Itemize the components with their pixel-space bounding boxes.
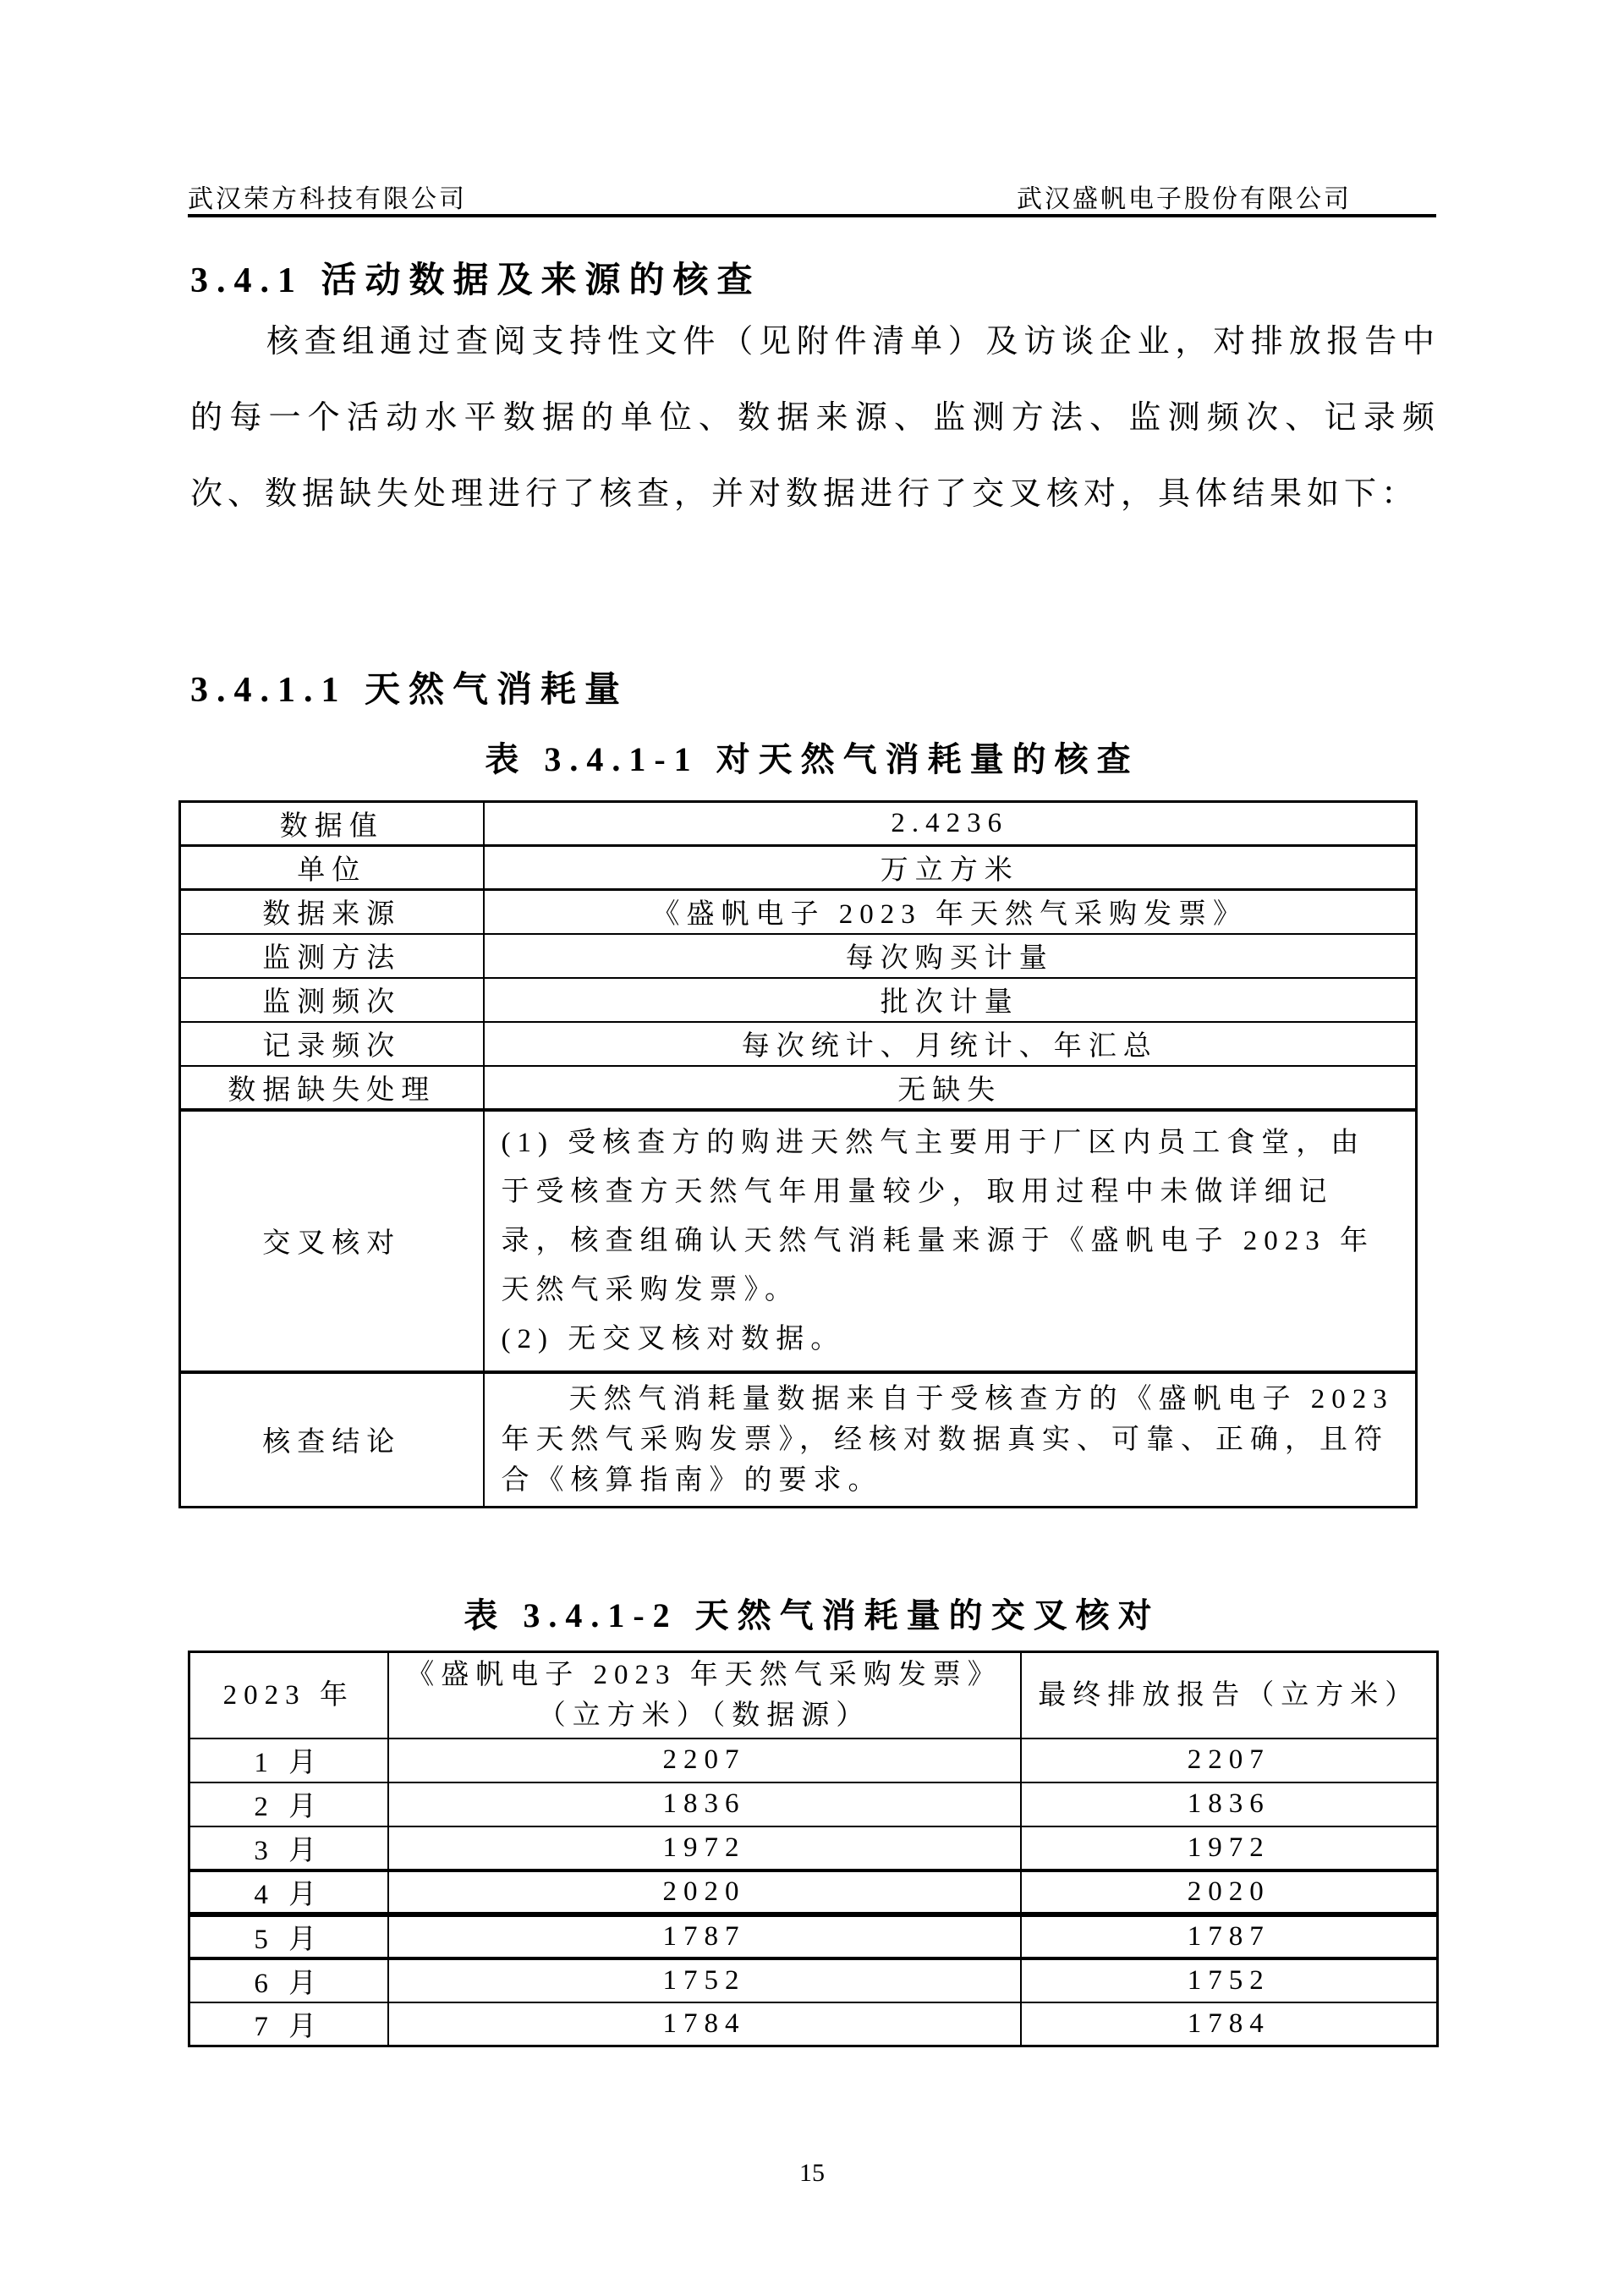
- month-cell: 4 月: [189, 1870, 388, 1914]
- table2-title: 表 3.4.1-2 天然气消耗量的交叉核对: [464, 1596, 1160, 1634]
- row-value: 《盛帆电子 2023 年天然气采购发票》: [484, 890, 1417, 934]
- row-label: 单位: [180, 846, 484, 890]
- table-row: [180, 1110, 1417, 1372]
- table-row: [180, 1022, 1417, 1066]
- row-label: 记录频次: [180, 1022, 484, 1066]
- row-value: 每次购买计量: [484, 934, 1417, 978]
- section-heading: 3.4.1 活动数据及来源的核查: [190, 261, 761, 300]
- table-row: [189, 1782, 1438, 1826]
- conclusion-text: 天然气消耗量数据来自于受核查方的《盛帆电子 2023 年天然气采购发票》，经核对数据真实、可靠、正确，且符合《核算指南》的要求。: [501, 1383, 1394, 1496]
- report-value-cell: 2020: [1021, 1870, 1438, 1914]
- row-label: 数据值: [180, 802, 484, 846]
- verified-company-name: 武汉盛帆电子股份有限公司: [1017, 185, 1352, 213]
- page-number: 15: [799, 2159, 825, 2187]
- report-value-cell: 1836: [1021, 1782, 1438, 1826]
- invoice-value-cell: 1752: [388, 1958, 1021, 2002]
- table-row: [189, 1826, 1438, 1870]
- table-row: [180, 1372, 1417, 1508]
- report-value-cell: 1972: [1021, 1826, 1438, 1870]
- table-row: [180, 978, 1417, 1022]
- report-value-cell: 1787: [1021, 1914, 1438, 1958]
- table-row: [189, 1914, 1438, 1958]
- month-cell: 5 月: [189, 1914, 388, 1958]
- row-label: 监测方法: [180, 934, 484, 978]
- month-cell: 1 月: [189, 1738, 388, 1782]
- row-value: 每次统计、月统计、年汇总: [484, 1022, 1417, 1066]
- table1-title: 表 3.4.1-1 对天然气消耗量的核查: [485, 740, 1139, 778]
- row-value: [484, 1372, 1417, 1508]
- natural-gas-verification-table: [178, 800, 1418, 1508]
- row-value: 批次计量: [484, 978, 1417, 1022]
- invoice-value-cell: 1784: [388, 2002, 1021, 2046]
- header-divider: [188, 214, 1436, 217]
- month-cell: 2 月: [189, 1782, 388, 1826]
- month-cell: 7 月: [189, 2002, 388, 2046]
- invoice-value-cell: 1836: [388, 1782, 1021, 1826]
- invoice-value-cell: 2207: [388, 1738, 1021, 1782]
- body-paragraph: 核查组通过查阅支持性文件（见附件清单）及访谈企业，对排放报告中的每一个活动水平数据的单位、数据来源、监测方法、监测频次、记录频次、数据缺失处理进行了核查，并对数据进行了交叉核对，具体结果如下：: [190, 324, 1440, 512]
- crosscheck-table: [188, 1651, 1439, 2047]
- report-value-cell: 2207: [1021, 1738, 1438, 1782]
- column-header-year: 2023 年: [189, 1652, 388, 1738]
- running-header: [188, 178, 1436, 215]
- row-label: 核查结论: [180, 1372, 484, 1508]
- invoice-value-cell: 1787: [388, 1914, 1021, 1958]
- table-row: [189, 2002, 1438, 2046]
- column-header-invoice: 《盛帆电子 2023 年天然气采购发票》（立方米）（数据源）: [388, 1652, 1021, 1738]
- report-value-cell: 1752: [1021, 1958, 1438, 2002]
- cross-check-point-2: (2) 无交叉核对数据。: [501, 1323, 846, 1354]
- cross-check-point-1: (1) 受核查方的购进天然气主要用于厂区内员工食堂，由于受核查方天然气年用量较少，取用过程中未做详细记录，核查组确认天然气消耗量来源于《盛帆电子 2023 年天然气采购发票》。: [501, 1127, 1374, 1305]
- month-cell: 6 月: [189, 1958, 388, 2002]
- table-row: [180, 846, 1417, 890]
- table-row: [189, 1958, 1438, 2002]
- invoice-value-cell: 1972: [388, 1826, 1021, 1870]
- row-label: 数据来源: [180, 890, 484, 934]
- invoice-value-cell: 2020: [388, 1870, 1021, 1914]
- table-row: [189, 1738, 1438, 1782]
- row-value: 2.4236: [484, 802, 1417, 846]
- month-cell: 3 月: [189, 1826, 388, 1870]
- table-row: [180, 934, 1417, 978]
- row-value: 无缺失: [484, 1066, 1417, 1110]
- table-row: [189, 1870, 1438, 1914]
- table-row: [180, 802, 1417, 846]
- table-header-row: [189, 1652, 1438, 1738]
- row-label: 监测频次: [180, 978, 484, 1022]
- row-label: 交叉核对: [180, 1110, 484, 1372]
- table-row: [180, 1066, 1417, 1110]
- report-value-cell: 1784: [1021, 2002, 1438, 2046]
- row-value: 万立方米: [484, 846, 1417, 890]
- column-header-report: 最终排放报告（立方米）: [1021, 1652, 1438, 1738]
- row-label: 数据缺失处理: [180, 1066, 484, 1110]
- row-value: [484, 1110, 1417, 1372]
- table-row: [180, 890, 1417, 934]
- subsection-heading: 3.4.1.1 天然气消耗量: [190, 671, 629, 710]
- verifier-company-name: 武汉荣方科技有限公司: [188, 185, 467, 213]
